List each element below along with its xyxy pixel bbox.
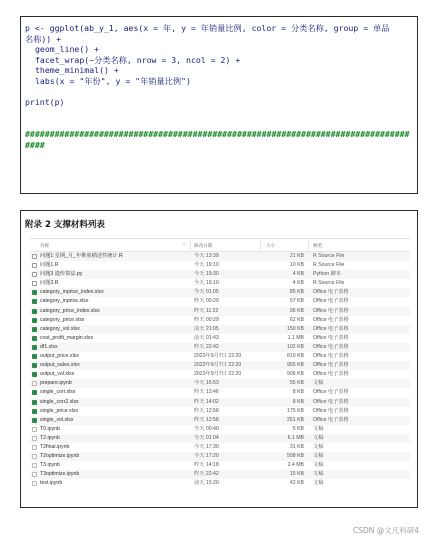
- file-name: category_inprice.xlsx: [40, 298, 89, 305]
- file-row[interactable]: [30, 407, 410, 416]
- code-line: facet_wrap(~分类名称, nrow = 3, ncol = 2) +: [35, 54, 241, 65]
- file-size: 2.4 MB: [287, 462, 304, 469]
- file-row[interactable]: [30, 316, 410, 325]
- code-line: print(p): [25, 97, 65, 108]
- appendix-title: 附录 2 支撑材料列表: [25, 220, 105, 230]
- file-name: output_sales.xlsx: [40, 362, 80, 369]
- file-date: 今天 19:10: [194, 280, 219, 287]
- script-file-icon: [32, 281, 37, 286]
- file-kind: Office 电子表格: [313, 343, 349, 350]
- spreadsheet-icon: [32, 290, 37, 295]
- code-line: p <- ggplot(ab_y_1, aes(x = 年, y = 年销量比例, color = 分类名称, group = 单品: [25, 23, 390, 33]
- document-icon: [32, 463, 37, 468]
- script-file-icon: [32, 272, 37, 277]
- file-size: 31 KB: [289, 443, 304, 450]
- file-date: 昨天 13:46: [194, 389, 219, 396]
- file-name: single_corr2.xlsx: [40, 398, 79, 405]
- file-list-panel: [30, 238, 410, 503]
- file-size: 508 KB: [286, 453, 304, 460]
- file-kind: 文稿: [313, 471, 324, 478]
- file-size: 6.1 MB: [287, 434, 304, 441]
- file-date: 今天 01:05: [194, 289, 219, 296]
- document-icon: [32, 472, 37, 477]
- column-header-name[interactable]: 名称: [40, 243, 50, 248]
- file-name: T0.ipynb: [40, 425, 60, 432]
- document-icon: [32, 381, 37, 386]
- file-name: 问题3.R: [40, 280, 59, 287]
- file-row[interactable]: [30, 270, 410, 279]
- file-name: output_vol.xlsx: [40, 371, 75, 378]
- spreadsheet-icon: [32, 318, 37, 323]
- file-date: 今天 16:53: [194, 380, 219, 387]
- file-kind: 文稿: [313, 480, 324, 487]
- file-date: 昨天 14:02: [194, 398, 219, 405]
- file-date: 昨天 12:58: [194, 407, 219, 414]
- file-row[interactable]: [30, 425, 410, 434]
- file-name: T3.ipynb: [40, 462, 60, 469]
- file-date: 昨天 12:58: [194, 416, 219, 423]
- file-date: 昨天 22:42: [194, 343, 219, 350]
- file-kind: Office 电子表格: [313, 416, 349, 423]
- file-size: 150 KB: [286, 325, 304, 332]
- spreadsheet-icon: [32, 327, 37, 332]
- file-name: single_price.xlsx: [40, 407, 79, 414]
- spreadsheet-icon: [32, 372, 37, 377]
- file-date: 今天 17:30: [194, 443, 219, 450]
- file-row[interactable]: [30, 307, 410, 316]
- file-date: 前天 21:05: [194, 325, 219, 332]
- file-name: df1.xlsx: [40, 343, 58, 350]
- file-kind: Office 电子表格: [313, 371, 349, 378]
- file-kind: 文稿: [313, 443, 324, 450]
- file-date: 昨天 11:22: [194, 307, 219, 314]
- file-row[interactable]: [30, 279, 410, 288]
- file-name: T2.ipynb: [40, 434, 60, 441]
- file-name: T3optimize.ipynb: [40, 471, 80, 478]
- spreadsheet-icon: [32, 400, 37, 405]
- file-date: 2023年9月7日 22:20: [194, 362, 242, 369]
- document-icon: [32, 445, 37, 450]
- file-kind: Office 电子表格: [313, 362, 349, 369]
- appendix-section: [20, 210, 418, 508]
- file-name: test.ipynb: [40, 480, 63, 487]
- file-name: single_corr.xlsx: [40, 389, 76, 396]
- file-size: 251 KB: [286, 416, 304, 423]
- file-kind: Office 电子表格: [313, 316, 349, 323]
- file-row[interactable]: [30, 470, 410, 479]
- file-kind: Office 电子表格: [313, 298, 349, 305]
- file-date: 今天 13:39: [194, 253, 219, 259]
- code-line: 名称)) +: [25, 33, 62, 44]
- file-name: output_price.xlsx: [40, 353, 79, 360]
- file-kind: R Source File: [313, 280, 345, 287]
- file-size: 5 KB: [292, 425, 304, 432]
- file-size: 57 KB: [289, 298, 304, 305]
- file-kind: 文稿: [313, 425, 324, 432]
- column-header-size[interactable]: 大小: [266, 243, 276, 248]
- file-kind: Office 电子表格: [313, 325, 349, 332]
- code-block: [20, 16, 418, 194]
- file-date: 今天 19:10: [194, 262, 219, 269]
- file-name: category_vol.xlsx: [40, 325, 80, 332]
- watermark: CSDN @文凡科研4: [352, 526, 419, 535]
- file-row[interactable]: [30, 252, 410, 261]
- script-file-icon: [32, 254, 37, 259]
- file-size: 8 KB: [292, 398, 304, 405]
- file-size: 102 KB: [286, 343, 304, 350]
- code-line: theme_minimal() +: [35, 65, 119, 76]
- file-name: T2optimize.ipynb: [40, 453, 80, 460]
- file-size: 906 KB: [286, 371, 304, 378]
- file-date: 昨天 14:18: [194, 462, 219, 469]
- file-size: 85 KB: [289, 289, 304, 296]
- file-kind: Office 电子表格: [313, 407, 349, 414]
- spreadsheet-icon: [32, 299, 37, 304]
- file-size: 8 KB: [292, 389, 304, 396]
- file-row[interactable]: [30, 461, 410, 470]
- column-header-date[interactable]: 修改日期: [194, 243, 213, 248]
- spreadsheet-icon: [32, 363, 37, 368]
- file-kind: Office 电子表格: [313, 353, 349, 360]
- spreadsheet-icon: [32, 309, 37, 314]
- file-kind: R Source File: [313, 253, 345, 259]
- file-kind: 文稿: [313, 453, 324, 460]
- file-size: 955 KB: [286, 362, 304, 369]
- file-kind: Office 电子表格: [313, 398, 349, 405]
- file-size: 4 KB: [292, 280, 304, 287]
- file-row[interactable]: [30, 325, 410, 334]
- file-row[interactable]: [30, 297, 410, 306]
- file-kind: 文稿: [313, 380, 324, 387]
- file-date: 昨天 00:29: [194, 298, 219, 305]
- file-date: 2023年9月7日 22:20: [194, 353, 242, 360]
- file-date: 今天 19:30: [194, 271, 219, 278]
- file-row[interactable]: [30, 361, 410, 370]
- document-icon: [32, 481, 37, 486]
- code-comment-line: ##############################################################################: [25, 128, 410, 139]
- code-line: geom_line() +: [35, 44, 100, 55]
- file-kind: Office 电子表格: [313, 334, 349, 341]
- file-size: 15 KB: [289, 471, 304, 478]
- file-list: [30, 252, 410, 488]
- spreadsheet-icon: [32, 354, 37, 359]
- file-size: 95 KB: [289, 307, 304, 314]
- file-kind: 文稿: [313, 462, 324, 469]
- file-row[interactable]: [30, 261, 410, 270]
- script-file-icon: [32, 263, 37, 268]
- file-date: 今天 01:04: [194, 434, 219, 441]
- file-kind: R Source File: [313, 262, 345, 269]
- file-row[interactable]: [30, 479, 410, 488]
- file-row[interactable]: [30, 416, 410, 425]
- file-row[interactable]: [30, 452, 410, 461]
- file-size: 4 KB: [292, 271, 304, 278]
- file-date: 昨天 22:42: [194, 471, 219, 478]
- file-date: 今天 00:40: [194, 425, 219, 432]
- file-name: 问题1.R: [40, 262, 59, 269]
- file-name: 问题1 星期_月_年维度描述性统计.R: [40, 253, 123, 259]
- file-row[interactable]: [30, 388, 410, 397]
- file-size: 21 KB: [289, 253, 304, 259]
- file-row[interactable]: [30, 443, 410, 452]
- file-size: 1.1 MB: [287, 334, 304, 341]
- file-date: 昨天 00:29: [194, 316, 219, 323]
- file-date: 2023年9月7日 22:20: [194, 371, 242, 378]
- chevron-up-icon[interactable]: ⌃: [182, 243, 187, 249]
- file-kind: Python 脚本: [313, 271, 341, 278]
- column-header-kind[interactable]: 种类: [313, 243, 323, 248]
- document-icon: [32, 436, 37, 441]
- file-size: 55 KB: [289, 380, 304, 387]
- file-row[interactable]: [30, 352, 410, 361]
- file-date: 前天 01:43: [194, 334, 219, 341]
- spreadsheet-icon: [32, 336, 37, 341]
- file-kind: Office 电子表格: [313, 289, 349, 296]
- file-list-header: [30, 239, 410, 252]
- file-kind: Office 电子表格: [313, 389, 349, 396]
- file-name: cost_profit_margin.xlsx: [40, 334, 94, 341]
- file-name: category_price.xlsx: [40, 316, 85, 323]
- file-size: 175 KB: [286, 407, 304, 414]
- spreadsheet-icon: [32, 345, 37, 350]
- file-date: 今天 17:20: [194, 453, 219, 460]
- spreadsheet-icon: [32, 418, 37, 423]
- file-row[interactable]: [30, 370, 410, 379]
- file-name: category_inprice_index.xlsx: [40, 289, 104, 296]
- spreadsheet-icon: [32, 390, 37, 395]
- code-comment-line: ####: [25, 139, 45, 150]
- code-line: labs(x = "年份", y = "年销量比例"): [35, 75, 191, 86]
- file-row[interactable]: [30, 334, 410, 343]
- file-row[interactable]: [30, 379, 410, 388]
- file-row[interactable]: [30, 343, 410, 352]
- file-date: 前天 15:20: [194, 480, 219, 487]
- file-size: 62 KB: [289, 316, 304, 323]
- file-row[interactable]: [30, 398, 410, 407]
- file-kind: 文稿: [313, 434, 324, 441]
- file-size: 42 KB: [289, 480, 304, 487]
- spreadsheet-icon: [32, 409, 37, 414]
- file-name: prepare.ipynb: [40, 380, 72, 387]
- file-row[interactable]: [30, 288, 410, 297]
- file-size: 10 KB: [289, 262, 304, 269]
- file-row[interactable]: [30, 434, 410, 443]
- file-kind: Office 电子表格: [313, 307, 349, 314]
- file-name: 问题3 遗传算法.py: [40, 271, 83, 278]
- file-name: category_price_index.xlsx: [40, 307, 100, 314]
- file-name: single_vol.xlsx: [40, 416, 74, 423]
- document-icon: [32, 427, 37, 432]
- file-size: 819 KB: [286, 353, 304, 360]
- file-name: T2final.ipynb: [40, 443, 70, 450]
- document-icon: [32, 454, 37, 459]
